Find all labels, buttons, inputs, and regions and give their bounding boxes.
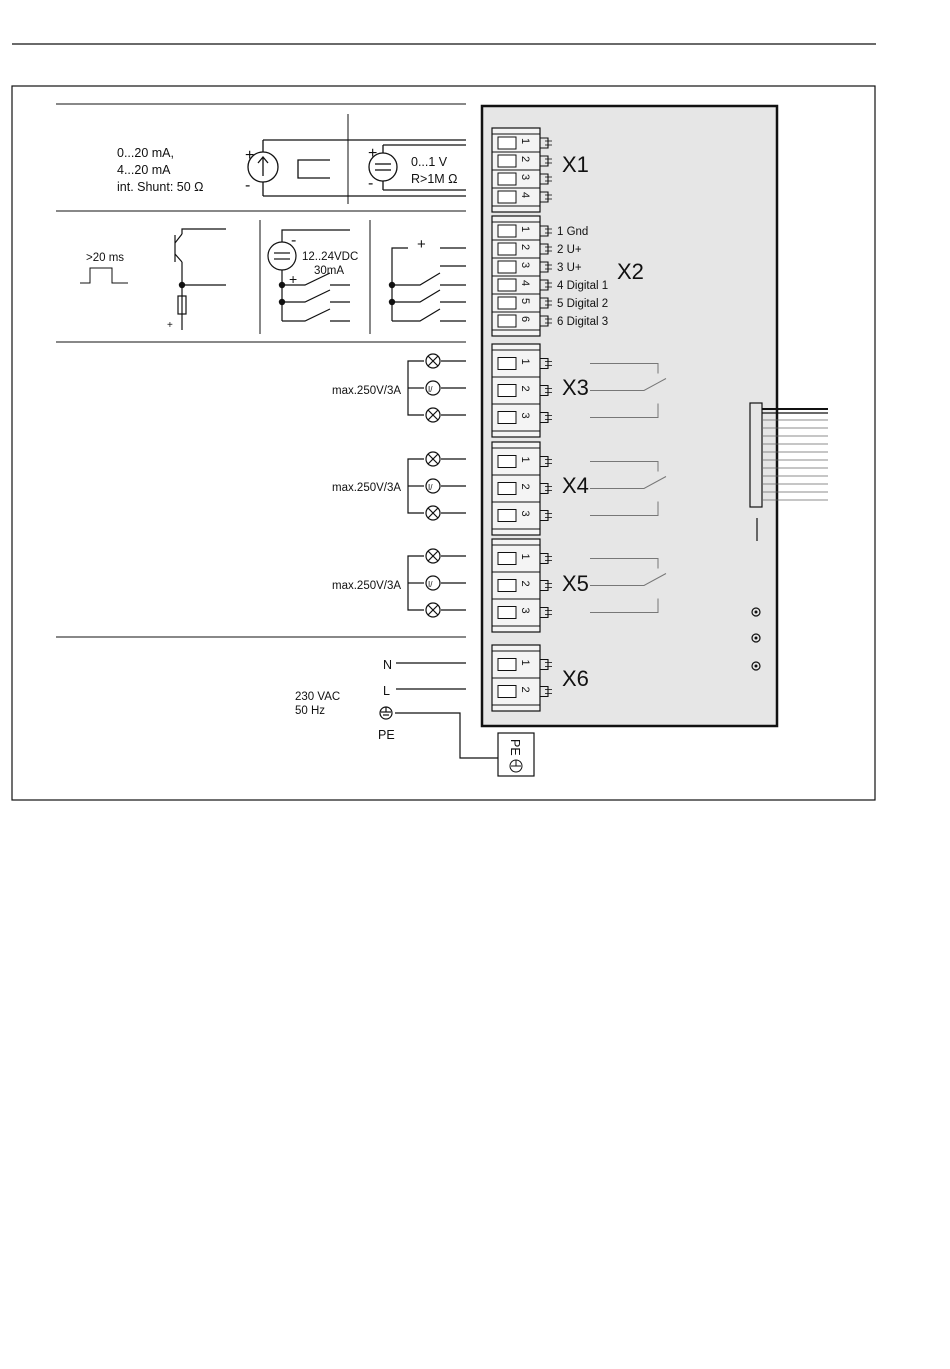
current-range-1: 0...20 mA, <box>117 146 174 160</box>
pin-number: 6 <box>519 316 531 323</box>
analog-voltage-input <box>368 145 466 192</box>
signal-label: 6 Digital 3 <box>557 316 609 328</box>
terminal-name: X1 <box>562 152 589 177</box>
pin-number: 1 <box>519 659 531 666</box>
pe-terminal <box>498 733 534 776</box>
pin-number: 3 <box>519 174 531 181</box>
current-minus: - <box>245 177 251 194</box>
screw-slot <box>498 412 516 424</box>
screw-slot <box>498 173 516 185</box>
relay-output-x3-wiring <box>332 354 466 422</box>
pin-number: 1 <box>519 226 531 233</box>
pin-number: 2 <box>519 580 531 587</box>
pin-number: 1 <box>519 456 531 463</box>
voltage-minus: - <box>368 175 374 192</box>
screw-slot <box>498 385 516 397</box>
voltage-range: 0...1 V <box>411 155 448 169</box>
pin-number: 2 <box>519 385 531 392</box>
signal-label: 5 Digital 2 <box>557 298 609 310</box>
pin-number: 4 <box>519 192 531 199</box>
mains-voltage: 230 VAC <box>295 691 341 703</box>
pin-number: 3 <box>519 607 531 614</box>
screw-slot <box>498 297 516 309</box>
relay-output-x5-wiring <box>332 549 466 617</box>
shunt-label: int. Shunt: 50 Ω <box>117 180 204 194</box>
pin-number: 5 <box>519 298 531 305</box>
voltage-plus: + <box>368 145 378 162</box>
screw-slot <box>498 137 516 149</box>
screw-slot <box>498 315 516 327</box>
screw-slot <box>498 191 516 203</box>
neutral-label: N <box>383 658 393 672</box>
pin-number: 4 <box>519 280 531 287</box>
contact-plus: + <box>417 236 426 253</box>
signal-label: 2 U+ <box>557 244 582 256</box>
line-label: L <box>383 684 390 698</box>
supply-current: 30mA <box>314 265 345 277</box>
current-plus: + <box>245 147 255 164</box>
screw-slot <box>498 686 516 698</box>
screw-slot <box>498 225 516 237</box>
motor-symbol: I/ <box>428 483 433 492</box>
pin-number: 2 <box>519 483 531 490</box>
pe-label: PE <box>378 728 395 742</box>
pulse-icon <box>80 268 128 283</box>
screw-slot <box>498 243 516 255</box>
supply-plus: + <box>289 271 298 287</box>
pin-number: 2 <box>519 244 531 251</box>
pulse-duration-label: >20 ms <box>86 252 125 264</box>
screw-slot <box>498 456 516 468</box>
pulse-plus: + <box>167 320 173 331</box>
screw-slot <box>498 155 516 167</box>
relay-output-x4-wiring <box>332 452 466 520</box>
signal-label: 1 Gnd <box>557 226 589 238</box>
motor-symbol: I/ <box>428 385 433 394</box>
screw-slot <box>498 510 516 522</box>
pe-terminal-label: PE <box>508 739 522 756</box>
signal-label: 3 U+ <box>557 262 582 274</box>
motor-symbol: I/ <box>428 580 433 589</box>
supply-minus: - <box>291 232 297 249</box>
mains-supply <box>295 658 498 758</box>
pin-number: 1 <box>519 553 531 560</box>
signal-label: 4 Digital 1 <box>557 280 609 292</box>
pin-number: 3 <box>519 412 531 419</box>
screw-slot <box>498 483 516 495</box>
transistor-icon <box>175 229 226 330</box>
powered-switch-input <box>268 230 358 321</box>
screw-slot <box>498 659 516 671</box>
supply-voltage: 12..24VDC <box>302 251 359 263</box>
relay-rating-x5: max.250V/3A <box>332 580 402 592</box>
screw-slot <box>498 580 516 592</box>
screw-slot <box>498 261 516 273</box>
terminal-name: X5 <box>562 571 589 596</box>
voltage-impedance: R>1M Ω <box>411 172 458 186</box>
terminal-name: X3 <box>562 375 589 400</box>
terminal-name: X4 <box>562 473 589 498</box>
screw-slot <box>498 279 516 291</box>
mains-frequency: 50 Hz <box>295 705 326 717</box>
screw-slot <box>498 607 516 619</box>
pin-number: 3 <box>519 510 531 517</box>
relay-rating-x3: max.250V/3A <box>332 385 402 397</box>
pin-number: 1 <box>519 358 531 365</box>
pin-number: 2 <box>519 686 531 693</box>
pin-number: 2 <box>519 156 531 163</box>
terminal-name: X6 <box>562 666 589 691</box>
current-range-2: 4...20 mA <box>117 163 171 177</box>
terminal-name: X2 <box>617 259 644 284</box>
pin-number: 3 <box>519 262 531 269</box>
screw-slot <box>498 358 516 370</box>
pin-number: 1 <box>519 138 531 145</box>
dry-contact-input <box>389 236 466 321</box>
screw-slot <box>498 553 516 565</box>
relay-rating-x4: max.250V/3A <box>332 482 402 494</box>
pulse-input <box>80 229 226 331</box>
